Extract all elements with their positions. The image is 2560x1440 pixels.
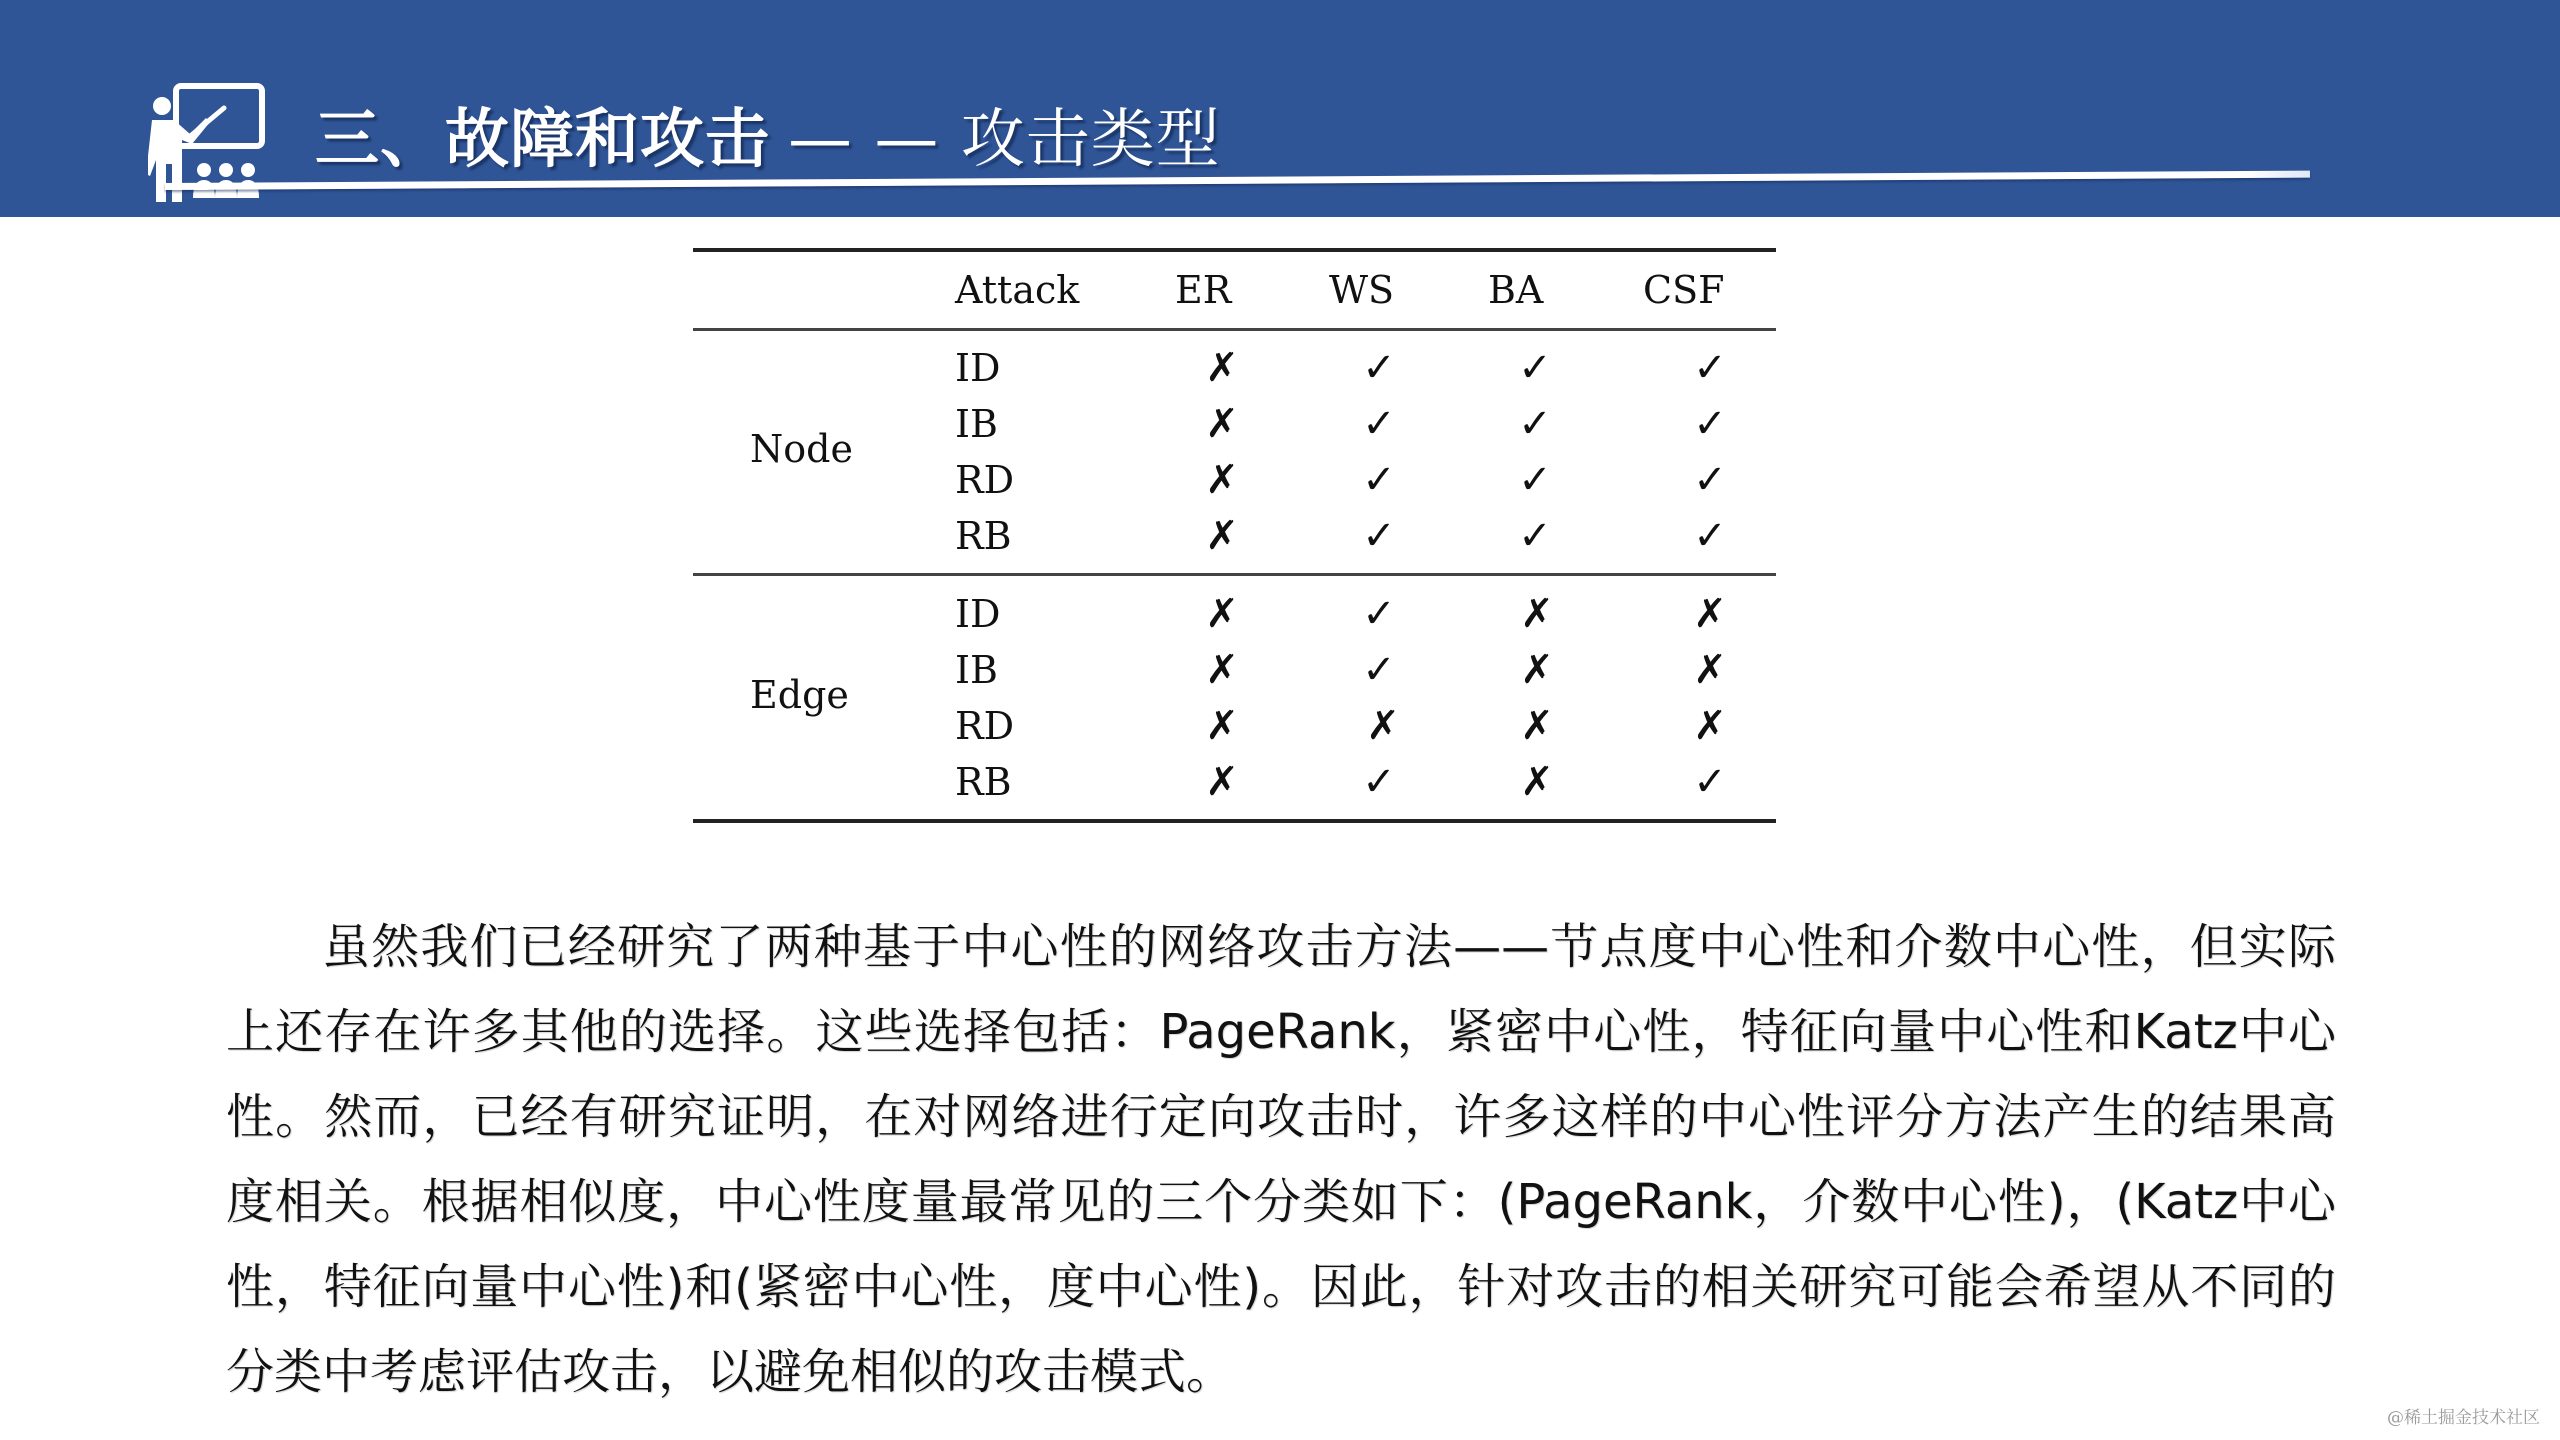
check-icon: ✓ xyxy=(1362,647,1396,693)
cross-icon: ✗ xyxy=(1693,647,1727,693)
cross-icon: ✗ xyxy=(1205,457,1239,503)
check-icon: ✓ xyxy=(1518,457,1552,503)
row-attack: RB xyxy=(955,514,1012,558)
column-header-ws: WS xyxy=(1329,268,1395,312)
check-icon: ✓ xyxy=(1693,345,1727,391)
check-icon: ✓ xyxy=(1518,345,1552,391)
title-section: 三、故障和攻击 xyxy=(315,103,770,177)
cross-icon: ✗ xyxy=(1205,647,1239,693)
cross-icon: ✗ xyxy=(1205,401,1239,447)
row-attack: IB xyxy=(955,402,998,446)
check-icon: ✓ xyxy=(1362,457,1396,503)
cross-icon: ✗ xyxy=(1205,759,1239,805)
check-icon: ✓ xyxy=(1362,345,1396,391)
slide-header xyxy=(0,0,2560,217)
cross-icon: ✗ xyxy=(1693,703,1727,749)
cross-icon: ✗ xyxy=(1693,591,1727,637)
check-icon: ✓ xyxy=(1518,401,1552,447)
row-attack: ID xyxy=(955,592,1001,636)
cross-icon: ✗ xyxy=(1205,345,1239,391)
check-icon: ✓ xyxy=(1362,591,1396,637)
group-label-node: Node xyxy=(750,427,853,471)
body-paragraph: 虽然我们已经研究了两种基于中心性的网络攻击方法——节点度中心性和介数中心性，但实际上还存在许多其他的选择。这些选择包括：PageRank，紧密中心性，特征向量中心性和Katz中心性。然而，已经有研究证明，在对网络进行定向攻击时，许多这样的中心性评分方法产生的结果高度相关。根据相似度，中心性度量最常见的三个分类如下：(PageRank，介数中心性)，(Katz中心性，特征向量中心性)和(紧密中心性，度中心性)。因此，针对攻击的相关研究可能会希望从不同的分类中考虑评估攻击，以避免相似的攻击模式。 xyxy=(226,919,2336,1400)
check-icon: ✓ xyxy=(1362,401,1396,447)
table-header-rule xyxy=(693,328,1776,331)
column-header-attack: Attack xyxy=(955,268,1080,312)
column-header-csf: CSF xyxy=(1643,268,1725,312)
cross-icon: ✗ xyxy=(1520,591,1554,637)
cross-icon: ✗ xyxy=(1366,703,1400,749)
check-icon: ✓ xyxy=(1518,513,1552,559)
watermark: @稀土掘金技术社区 xyxy=(2387,1408,2540,1428)
cross-icon: ✗ xyxy=(1205,703,1239,749)
row-attack: RB xyxy=(955,760,1012,804)
cross-icon: ✗ xyxy=(1205,591,1239,637)
table-bottom-rule xyxy=(693,819,1776,823)
attack-type-table xyxy=(693,246,1776,826)
check-icon: ✓ xyxy=(1362,513,1396,559)
table-top-rule xyxy=(693,248,1776,252)
cross-icon: ✗ xyxy=(1205,513,1239,559)
cross-icon: ✗ xyxy=(1520,759,1554,805)
check-icon: ✓ xyxy=(1693,759,1727,805)
table-group-rule xyxy=(693,573,1776,576)
cross-icon: ✗ xyxy=(1520,647,1554,693)
group-label-edge: Edge xyxy=(750,673,849,717)
slide-title xyxy=(315,100,1221,180)
column-header-ba: BA xyxy=(1488,268,1544,312)
row-attack: RD xyxy=(955,704,1015,748)
column-header-er: ER xyxy=(1175,268,1232,312)
row-attack: RD xyxy=(955,458,1015,502)
check-icon: ✓ xyxy=(1693,457,1727,503)
check-icon: ✓ xyxy=(1693,401,1727,447)
row-attack: ID xyxy=(955,346,1001,390)
check-icon: ✓ xyxy=(1693,513,1727,559)
check-icon: ✓ xyxy=(1362,759,1396,805)
cross-icon: ✗ xyxy=(1520,703,1554,749)
row-attack: IB xyxy=(955,648,998,692)
title-subsection: — — 攻击类型 xyxy=(788,103,1221,177)
